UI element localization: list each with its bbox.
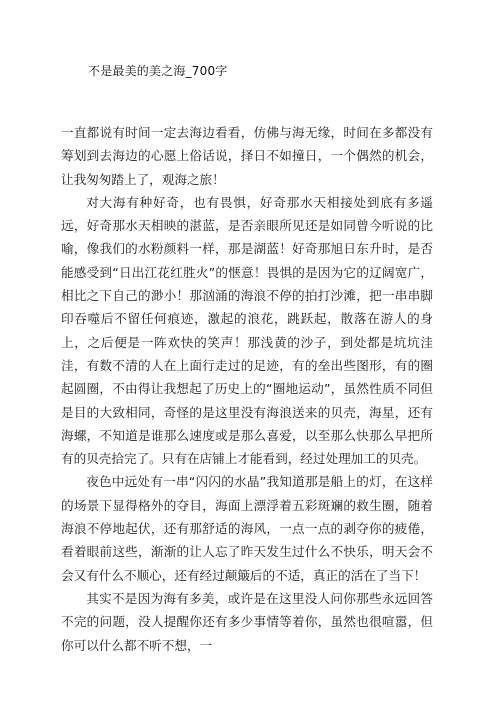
document-body	[61, 121, 433, 657]
document-title: 不是最美的美之海_700字	[88, 64, 228, 78]
paragraph-2: 对大海有种好奇，也有畏惧，好奇那水天相接处到底有多遥远，好奇那水天相映的湛蓝，是否亲眼所见还是如同曾今听说的比喻，像我们的水粉颜料一样，那是湖蓝！好奇那旭日东升时，是否能感受到“日出江花红胜火”的惬意！畏惧的是因为它的辽阔宽广，相比之下自己的渺小！那汹涌的海浪不停的拍打沙滩，把一串串脚印吞噬后不留任何痕迹，激起的浪花，跳跃起，散落在游人的身上，之后便是一阵欢快的笑声！那浅黄的沙子，到处都是坑坑洼洼，有数不清的人在上面行走过的足迹，有的垒出些图形，有的圈起圆圈，不由得让我想起了历史上的“圈地运动”，虽然性质不同但是目的大致相同，奇怪的是这里没有海浪送来的贝壳，海星，还有海螺，不知道是谁那么速度或是那么喜爱，以至那么快那么早把所有的贝壳拾完了。只有在店铺上才能看到，经过处理加工的贝壳。	[61, 194, 433, 467]
paragraph-4: 其实不是因为海有多美，或许是在这里没人问你那些永远回答不完的问题，没人提醒你还有多少事情等着你，虽然也很喧嚣，但你可以什么都不听不想，一	[61, 590, 433, 653]
paragraph-3: 夜色中远处有一串“闪闪的水晶”我知道那是船上的灯，在这样的场景下显得格外的夺目，海面上漂浮着五彩斑斓的救生圈，随着海浪不停地起伏，还有那舒适的海风，一点一点的剥夺你的疲倦，看着眼前这些，渐渐的让人忘了昨天发生过什么不快乐，明天会不会又有什么不顺心，还有经过颠簸后的不适，真正的活在了当下！	[61, 474, 433, 583]
paragraph-1: 一直都说有时间一定去海边看看，仿佛与海无缘，时间在多都没有筹划到去海边的心愿上俗话说，择日不如撞日，一个偶然的机会，让我匆匆踏上了，观海之旅！	[61, 125, 433, 187]
